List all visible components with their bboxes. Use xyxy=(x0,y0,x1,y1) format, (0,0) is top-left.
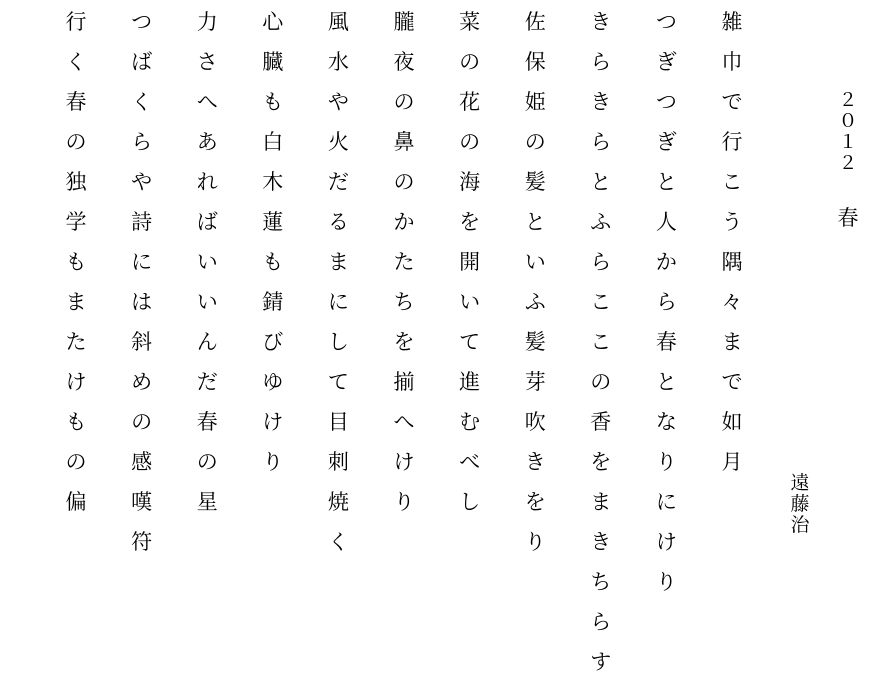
poem-char: ば xyxy=(131,50,153,74)
poem-char: な xyxy=(655,410,677,434)
poem-char: 海 xyxy=(459,170,481,194)
author-name xyxy=(780,473,820,536)
poem-char: だ xyxy=(327,170,349,194)
poem-char: む xyxy=(459,410,481,434)
poem-char: き xyxy=(590,530,612,554)
poem-char: か xyxy=(393,210,415,234)
poem-char: 人 xyxy=(655,210,677,234)
year-char: ０ xyxy=(838,110,858,132)
poem-char: き xyxy=(524,450,546,474)
poem-char: 鼻 xyxy=(393,130,415,154)
poem-char: い xyxy=(196,250,218,274)
poem-char: の xyxy=(590,370,612,394)
poem-char: 朧 xyxy=(393,10,415,34)
poem-char: り xyxy=(655,570,677,594)
poem-char: 木 xyxy=(262,170,284,194)
poem-char: の xyxy=(65,130,87,154)
poem-char: 火 xyxy=(327,130,349,154)
poem-char: つ xyxy=(655,10,677,34)
poem-char: 花 xyxy=(459,90,481,114)
poem-char: け xyxy=(655,530,677,554)
poem-char: や xyxy=(327,90,349,114)
poem-char: 学 xyxy=(65,210,87,234)
poem-char: 芽 xyxy=(524,370,546,394)
poem-char: 夜 xyxy=(393,50,415,74)
poem-char: べ xyxy=(459,450,481,474)
poem-char: 保 xyxy=(524,50,546,74)
poem-char: 星 xyxy=(196,490,218,514)
poem-char: ら xyxy=(590,50,612,74)
poem-char: し xyxy=(327,330,349,354)
poem-char: も xyxy=(65,250,87,274)
poem-line xyxy=(56,2,96,522)
poem-char: で xyxy=(721,90,743,114)
poem-char: け xyxy=(65,370,87,394)
poem-char: た xyxy=(65,330,87,354)
poem-char: 隅 xyxy=(721,250,743,274)
poem-char: る xyxy=(327,210,349,234)
poem-char: ち xyxy=(590,570,612,594)
poem-char: ら xyxy=(590,130,612,154)
poem-char: ま xyxy=(65,290,87,314)
poem-char: こ xyxy=(590,330,612,354)
poem-char: う xyxy=(721,210,743,234)
poem-line xyxy=(712,2,752,482)
poem-line xyxy=(318,2,358,562)
poem-char: を xyxy=(459,210,481,234)
poem-line xyxy=(122,2,162,562)
poem-char: の xyxy=(131,410,153,434)
poem-char: に xyxy=(655,490,677,514)
poem-char: こ xyxy=(590,290,612,314)
poem-char: 力 xyxy=(196,10,218,34)
poem-line xyxy=(581,2,621,682)
poem-char: 白 xyxy=(262,130,284,154)
poem-char: 髪 xyxy=(524,170,546,194)
poem-char: 蓮 xyxy=(262,210,284,234)
poem-char: へ xyxy=(393,410,415,434)
poem-line xyxy=(450,2,490,522)
poem-char: ら xyxy=(590,610,612,634)
poem-char: ち xyxy=(393,290,415,314)
poem-char: り xyxy=(655,450,677,474)
poem-char: ぎ xyxy=(655,130,677,154)
heading-year-season xyxy=(828,90,868,232)
poem-char: ま xyxy=(721,330,743,354)
poem-char: 錆 xyxy=(262,290,284,314)
poem-char: こ xyxy=(721,170,743,194)
poem-char: ん xyxy=(196,330,218,354)
poem-char: め xyxy=(131,370,153,394)
poem-char: も xyxy=(262,90,284,114)
poem-char: に xyxy=(327,290,349,314)
poem-char: ぎ xyxy=(655,50,677,74)
poem-char: 如 xyxy=(721,410,743,434)
poem-char: 月 xyxy=(721,450,743,474)
poem-char: の xyxy=(196,450,218,474)
poem-char: 偏 xyxy=(65,490,87,514)
poem-char: に xyxy=(131,250,153,274)
poem-char: も xyxy=(65,410,87,434)
poem-char: へ xyxy=(196,90,218,114)
poem-char: 符 xyxy=(131,530,153,554)
poem-char: 揃 xyxy=(393,370,415,394)
poem-char: 髪 xyxy=(524,330,546,354)
poem-char: び xyxy=(262,330,284,354)
poem-char: 佐 xyxy=(524,10,546,34)
poem-char: 感 xyxy=(131,450,153,474)
poem-char: き xyxy=(590,90,612,114)
poem-char: 焼 xyxy=(327,490,349,514)
poem-char: ら xyxy=(131,130,153,154)
poem-char: の xyxy=(524,130,546,154)
poem-line xyxy=(187,2,227,522)
author-char: 藤 xyxy=(790,493,810,515)
poem-char: ふ xyxy=(590,210,612,234)
poem-line xyxy=(515,2,555,562)
poem-char: 々 xyxy=(721,290,743,314)
season-label: 春 xyxy=(837,206,859,230)
poem-char: の xyxy=(65,450,87,474)
poem-char: ば xyxy=(196,210,218,234)
poem-char: 臓 xyxy=(262,50,284,74)
poem-char: 目 xyxy=(327,410,349,434)
year-char: ２ xyxy=(838,89,858,111)
year-char: ２ xyxy=(838,152,858,174)
poem-char: 風 xyxy=(327,10,349,34)
poem-char: 姫 xyxy=(524,90,546,114)
poem-char: い xyxy=(524,250,546,274)
poem-char: ゆ xyxy=(262,370,284,394)
poem-char: ま xyxy=(590,490,612,514)
poem-char: と xyxy=(524,210,546,234)
poem-char: 開 xyxy=(459,250,481,274)
poem-char: 雑 xyxy=(721,10,743,34)
poem-char: で xyxy=(721,370,743,394)
poem-char: く xyxy=(65,50,87,74)
author-char: 治 xyxy=(790,514,810,536)
poem-char: ま xyxy=(327,250,349,274)
poem-char: り xyxy=(393,490,415,514)
poem-char: つ xyxy=(131,10,153,34)
poem-char: 進 xyxy=(459,370,481,394)
poem-char: 春 xyxy=(196,410,218,434)
poem-char: を xyxy=(590,450,612,474)
poem-char: て xyxy=(327,370,349,394)
poem-char: 水 xyxy=(327,50,349,74)
poem-char: の xyxy=(393,90,415,114)
poem-char: 春 xyxy=(65,90,87,114)
poem-char: と xyxy=(590,170,612,194)
poem-char: の xyxy=(459,130,481,154)
poem-char: ら xyxy=(655,290,677,314)
poem-char: 独 xyxy=(65,170,87,194)
poem-char: り xyxy=(262,450,284,474)
poem-char: 刺 xyxy=(327,450,349,474)
poem-char: の xyxy=(393,170,415,194)
author-char: 遠 xyxy=(790,472,810,494)
poem-line xyxy=(646,2,686,602)
poem-char: た xyxy=(393,250,415,274)
poem-char: を xyxy=(393,330,415,354)
poem-char: け xyxy=(262,410,284,434)
poem-char: を xyxy=(524,490,546,514)
poem-char: は xyxy=(131,290,153,314)
poem-char: や xyxy=(131,170,153,194)
poem-char: し xyxy=(459,490,481,514)
poem-char: く xyxy=(327,530,349,554)
poem-char: 行 xyxy=(65,10,87,34)
poem-char: く xyxy=(131,90,153,114)
poem-char: つ xyxy=(655,90,677,114)
poem-char: て xyxy=(459,330,481,354)
poem-char: け xyxy=(393,450,415,474)
poem-char: い xyxy=(196,290,218,314)
poem-char: 吹 xyxy=(524,410,546,434)
poem-char: 詩 xyxy=(131,210,153,234)
poem-char: 香 xyxy=(590,410,612,434)
poem-char: 巾 xyxy=(721,50,743,74)
poem-line xyxy=(253,2,293,482)
poem-char: 春 xyxy=(655,330,677,354)
poem-char: 行 xyxy=(721,130,743,154)
poem-char: と xyxy=(655,370,677,394)
poem-char: の xyxy=(459,50,481,74)
poem-char: い xyxy=(459,290,481,314)
poem-char: ら xyxy=(590,250,612,274)
poem-char: り xyxy=(524,530,546,554)
poem-char: き xyxy=(590,10,612,34)
year-char: １ xyxy=(838,131,858,153)
poem-char: と xyxy=(655,170,677,194)
poem-char: も xyxy=(262,250,284,274)
poem-char: さ xyxy=(196,50,218,74)
poem-char: ふ xyxy=(524,290,546,314)
poem-char: 菜 xyxy=(459,10,481,34)
poem-char: れ xyxy=(196,170,218,194)
poem-line xyxy=(384,2,424,522)
poem-char: だ xyxy=(196,370,218,394)
poem-char: か xyxy=(655,250,677,274)
poem-char: 心 xyxy=(262,10,284,34)
poem-char: あ xyxy=(196,130,218,154)
poem-char: 嘆 xyxy=(131,490,153,514)
poem-char: 斜 xyxy=(131,330,153,354)
poem-char: す xyxy=(590,650,612,674)
